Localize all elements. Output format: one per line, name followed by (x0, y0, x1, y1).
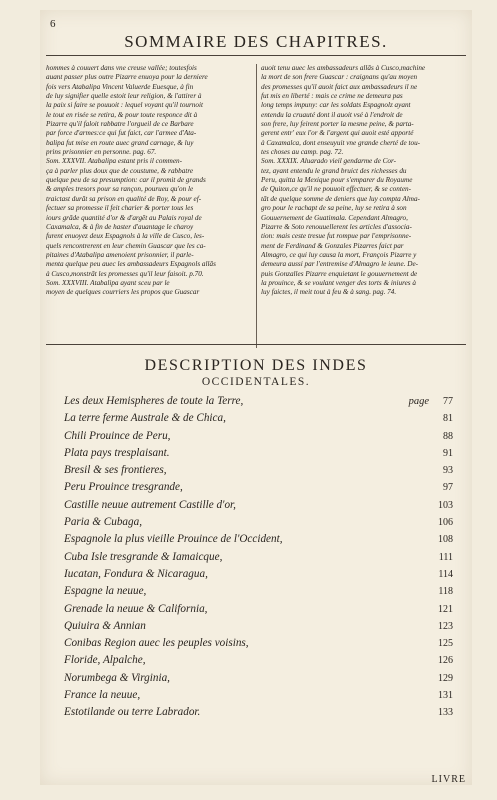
middle-rule (46, 344, 466, 345)
left-column-line: Pizarre qu'il faloit rabbatre l'orgueil de ce Barbare (46, 120, 194, 129)
toc-entry (64, 393, 459, 410)
toc-entry (64, 410, 459, 427)
toc-entry (64, 618, 459, 635)
toc-entry (64, 652, 459, 669)
left-column-line: balipa fut mise en route auec grand carnage, & luy (46, 138, 194, 147)
left-column-line: Caxamalca, & à fin de haster d'auantage le charoy (46, 222, 194, 231)
toc-entry-page: 125 (438, 638, 453, 650)
description-title: DESCRIPTION DES INDES (144, 357, 368, 374)
toc-entry-title: Floride, Alpalche, (64, 654, 146, 667)
toc-entry-page: 118 (438, 586, 453, 598)
right-column-line: son frere, luy feirent porter la mesme peine, & parta- (261, 120, 414, 129)
toc-entry-page: 77 (443, 396, 453, 407)
left-column-line: & amples tresors pour sa rançon, pourueu qu'on le (46, 185, 194, 194)
toc-entry-page: 131 (438, 690, 453, 702)
right-column-line: long temps impuny: car les soldats Espagnolz ayant (261, 101, 411, 110)
toc-entry-page: 111 (438, 551, 453, 563)
toc-entry-title: Chili Prouince de Peru, (64, 429, 171, 442)
left-column-line: ça à parler plus doux que de coustume, & rabbatre (46, 166, 194, 175)
left-column-line: hommes à couuert dans vne creuse vallée; toutesfois (46, 64, 197, 72)
right-column-line: Peru, quitta la Mexique pour s'emparer du Royaume (261, 176, 413, 185)
top-rule (46, 55, 466, 56)
right-column (261, 64, 466, 298)
toc-entry-title: Bresil & ses frontieres, (64, 464, 167, 477)
page-number: 6 (50, 18, 56, 30)
toc-entry-page: 81 (443, 413, 453, 425)
toc-entry-page: 126 (438, 655, 453, 667)
summary-columns (46, 64, 466, 348)
page-title: SOMMAIRE DES CHAPITRES. (124, 32, 388, 51)
toc-entry-page: 93 (443, 465, 453, 477)
page-word-label: page (408, 396, 429, 407)
left-column-line: le tout en risée se retira, & pour toute responce dit à (46, 110, 198, 119)
toc-entry-title: Conibas Region auec les peuples voisins, (64, 637, 249, 650)
toc-entry-title: Espagne la neuue, (64, 585, 147, 598)
right-column-line: Pizarre & Soto renouuellerent les articles d'associa- (261, 222, 412, 231)
toc-entry-page: 114 (438, 568, 453, 580)
toc-entry-title: Paria & Cubaga, (64, 516, 143, 529)
left-column-line: la paix si faire se pouuoit : lequel voyant qu'il tournoit (46, 101, 203, 110)
toc-entry-title: Iucatan, Fondura & Nicaragua, (64, 567, 208, 580)
table-of-contents (64, 393, 459, 722)
right-column-line: demeura aussi par l'entremise d'Almagro le ieune. De- (261, 260, 419, 269)
left-column-line: fois vers Atabalipa Vincent Valuerde Euesque, à fin (46, 82, 194, 91)
toc-entry-title: Peru Prouince tresgrande, (64, 481, 183, 494)
toc-entry-page: 108 (438, 534, 453, 546)
toc-entry-title: Cuba Isle tresgrande & Iamaicque, (64, 550, 223, 563)
right-column-line: Som. XXXIX. Aluarado vieil gendarme de Cor- (261, 157, 397, 166)
right-column-line: gerent entr' eux l'or & l'argent qui auoit esté apporté (261, 129, 414, 138)
left-column-line: menta quelque peu auec les ambassadeurs Espagnols allās (46, 260, 216, 269)
left-column-line: moyen de quelques courriers les propos que Guascar (46, 288, 200, 297)
toc-entry-title: Estotilande ou terre Labrador. (64, 706, 201, 719)
left-column (46, 64, 251, 298)
left-column-line: Som. XXXVII. Atabalipa estant pris il commen- (46, 157, 183, 166)
left-column-line: de luy signifier quelle estoit leur religion, & l'attirer à (46, 92, 202, 101)
right-column-line: puis Gonzalles Pizarre enquietant le gouuernement de (261, 269, 418, 278)
right-column-line: ment de Ferdinand & Gonzales Pizarres faict par (261, 241, 404, 250)
toc-entry-title: Plata pays tresplaisant. (64, 446, 170, 459)
toc-entry-title: Les deux Hemispheres de toute la Terre, (64, 395, 244, 407)
toc-entry-page: 97 (443, 482, 453, 494)
left-column-line: traictast durāt sa prison en qualité de Roy, & pour ef- (46, 194, 202, 203)
right-column-line: la mort de son frere Guascar : craignans qu'au moyen (261, 73, 418, 82)
left-column-line: auant passer plus outre Pizarre enuoya pour la derniere (46, 73, 208, 82)
toc-entry-title: Grenade la neuue & California, (64, 602, 208, 615)
right-column-line: entendu la cruauté dont il auoit vsé à l'endroit de (261, 110, 403, 119)
right-column-line: à Caxamalca, dont enseuyuit vne grande cherté de tou- (261, 138, 421, 147)
toc-entry-title: Espagnole la plus vieille Prouince de l'Occident, (64, 533, 283, 546)
right-column-line: tes choses au camp. pag. 72. (261, 148, 344, 157)
toc-entry (64, 428, 459, 445)
right-column-line: Gouuernement de Guatimala. Cependant Almagro, (261, 213, 408, 222)
right-column-line: fut mis en liberté : mais ce crime ne demeura pas (261, 92, 403, 101)
right-column-line: des promesses qu'il auoit faict aux ambassadeurs il ne (261, 82, 418, 91)
left-column-line: quelque peu de sa presumption: car il promit de grands (46, 176, 206, 185)
toc-entry-title: France la neuue, (64, 689, 141, 702)
right-column-line: Almagro, ce qui luy causa la mort, François Pizarre y (261, 250, 417, 259)
left-column-line: iours grāde quantité d'or & d'argēt au Palais royal de (46, 213, 202, 222)
toc-entry-title: Castille neuue autrement Castille d'or, (64, 498, 236, 511)
toc-entry (64, 445, 459, 462)
right-column-line: gro pour le rachapt de sa peine, luy se retira à son (261, 204, 407, 213)
column-divider (256, 64, 257, 348)
toc-entry-page: 106 (438, 517, 453, 529)
toc-entry (64, 479, 459, 496)
left-column-line: quels rencontrerent en leur chemin Guascar que les ca- (46, 241, 206, 250)
toc-entry (64, 704, 459, 721)
left-column-line: fectuer sa promesse il feit charier & porter tous les (46, 204, 194, 213)
left-column-line: furent enuoyez deux Espagnols à la ville de Cusco, les- (46, 232, 205, 241)
toc-entry-page: 123 (438, 620, 453, 632)
catchword: LIVRE (431, 774, 466, 785)
page-sheet (40, 10, 472, 785)
toc-entry (64, 497, 459, 514)
toc-entry-page: 88 (443, 430, 453, 442)
toc-entry (64, 635, 459, 652)
right-column-line: auoit tenu auec les ambassadeurs allās à Cusco,machine (261, 64, 426, 72)
right-column-line: la prouince, & se voulant venger des torts & iniures à (261, 278, 416, 287)
toc-entry-page: 133 (438, 707, 453, 719)
toc-entry (64, 462, 459, 479)
toc-entry-title: La terre ferme Australe & de Chica, (64, 412, 226, 425)
toc-entry (64, 687, 459, 704)
right-column-line: de Quiton,ce qu'il ne pouuoit effectuer, & se conten- (261, 185, 412, 194)
right-column-line: tāt de quelque somme de deniers que luy compta Alma- (261, 194, 420, 203)
toc-entry (64, 566, 459, 583)
toc-entry-title: Norumbega & Virginia, (64, 671, 170, 684)
left-column-line: à Cusco,monstrāt les promesses qu'il leur faisoit. p.70. (46, 269, 204, 278)
toc-entry-page: 103 (438, 499, 453, 511)
right-column-line: tez, ayant entendu le grand bruict des richesses du (261, 166, 407, 175)
toc-entry-title: Quiuira & Annian (64, 619, 146, 632)
toc-entry (64, 670, 459, 687)
toc-entry (64, 514, 459, 531)
right-column-line: tion: mais ceste tresue fut rompue par l'emprisonne- (261, 232, 412, 241)
left-column-line: par force d'armes:ce qui fut faict, car l'armee d'Ata- (46, 129, 197, 138)
description-subtitle: OCCIDENTALES. (201, 376, 311, 388)
right-column-line: luy faictes, il meit tout à feu & à sang. pag. 74. (261, 288, 397, 297)
toc-entry (64, 531, 459, 548)
left-column-line: pitaines d'Atabalipa amenoient prisonnier, il parle- (46, 250, 194, 259)
toc-entry (64, 549, 459, 566)
toc-entry (64, 583, 459, 600)
toc-entry-page: 129 (438, 672, 453, 684)
toc-entry-page: 91 (443, 447, 453, 459)
left-column-line: prins prisonnier en personne. pag. 67. (46, 148, 157, 157)
toc-entry-page: 121 (438, 603, 453, 615)
left-column-line: Som. XXXVIII. Atabalipa ayant sceu par le (46, 278, 170, 287)
toc-entry (64, 601, 459, 618)
